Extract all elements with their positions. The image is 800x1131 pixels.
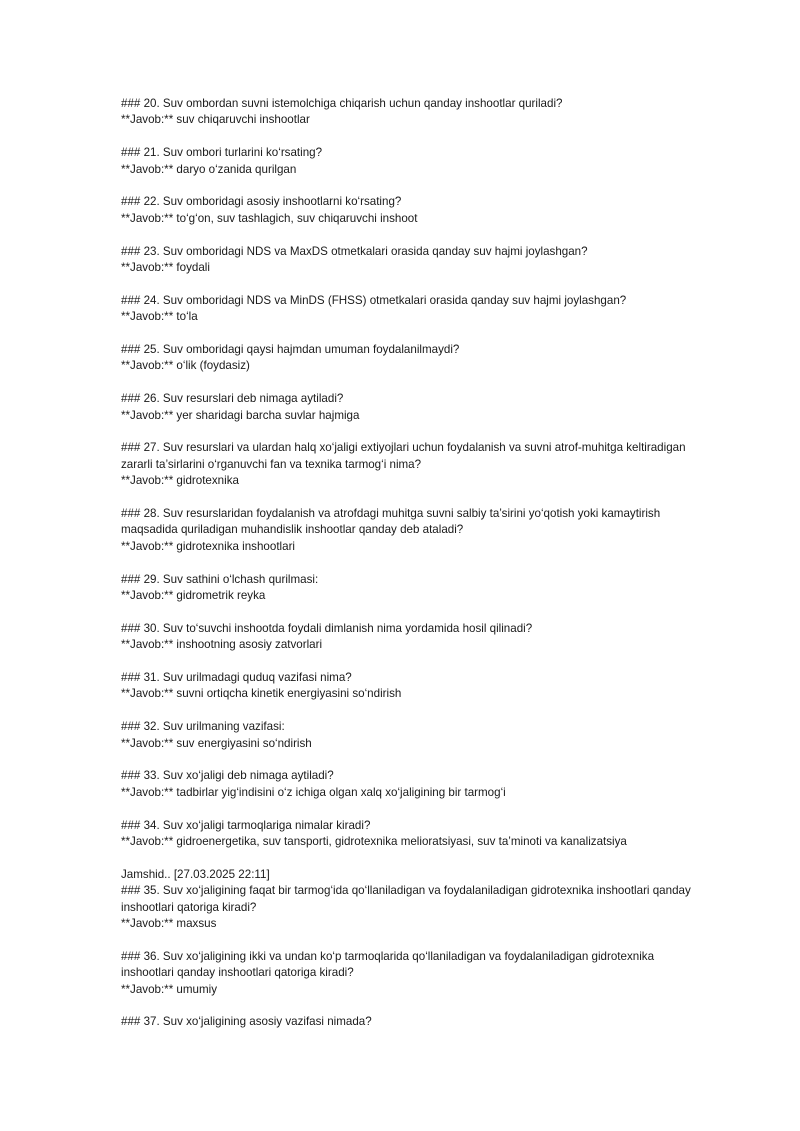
answer-text: **Javob:** umumiy <box>121 982 218 996</box>
question-text: ### 23. Suv omboridagi NDS va MaxDS otmetkalari orasida qanday suv hajmi joylashgan? <box>121 244 588 258</box>
question-text: ### 25. Suv omboridagi qaysi hajmdan umuman foydalanilmaydi? <box>121 343 460 357</box>
question-text: ### 28. Suv resurslaridan foydalanish va atrofdagi muhitga suvni salbiy ta’sirini yo‘qotish yoki kamaytirish maqsadida quriladigan muhandislik inshootlar qanday deb ataladi? <box>121 507 661 537</box>
answer-text: **Javob:** suvni ortiqcha kinetik energiyasini so‘ndirish <box>121 687 402 701</box>
question-text: ### 35. Suv xo‘jaligining faqat bir tarmog‘ida qo‘llaniladigan va foydalaniladigan gidrotexnika inshootlari qanday inshootlari qatoriga kiradi? <box>121 884 691 914</box>
question-text: ### 20. Suv ombordan suvni istemolchiga chiqarish uchun qanday inshootlar quriladi? <box>121 97 563 110</box>
qa-item-29 <box>121 572 691 605</box>
qa-item-26 <box>121 391 691 424</box>
qa-item-22 <box>121 194 691 227</box>
question-text: ### 37. Suv xo‘jaligining asosiy vazifasi nimada? <box>121 1015 372 1029</box>
qa-item-21 <box>121 145 691 178</box>
answer-text: **Javob:** to‘g‘on, suv tashlagich, suv chiqaruvchi inshoot <box>121 211 418 225</box>
qa-item-31 <box>121 670 691 703</box>
question-text: ### 26. Suv resurslari deb nimaga aytiladi? <box>121 392 344 406</box>
answer-text: **Javob:** gidrotexnika <box>121 474 239 488</box>
qa-item-37 <box>121 1014 691 1030</box>
qa-item-25 <box>121 342 691 375</box>
question-text: ### 34. Suv xo‘jaligi tarmoqlariga nimalar kiradi? <box>121 818 371 832</box>
qa-item-27 <box>121 440 691 489</box>
qa-item-28 <box>121 506 691 555</box>
answer-text: **Javob:** foydali <box>121 261 210 275</box>
qa-item-34 <box>121 818 691 851</box>
question-text: ### 21. Suv ombori turlarini ko‘rsating? <box>121 146 323 160</box>
question-text: ### 31. Suv urilmadagi quduq vazifasi nima? <box>121 671 352 685</box>
question-text: ### 32. Suv urilmaning vazifasi: <box>121 720 285 734</box>
answer-text: **Javob:** to‘la <box>121 310 198 324</box>
message-header: Jamshid.. [27.03.2025 22:11] <box>121 867 270 881</box>
qa-item-33 <box>121 768 691 801</box>
question-text: ### 24. Suv omboridagi NDS va MinDS (FHSS) otmetkalari orasida qanday suv hajmi joylashgan? <box>121 293 627 307</box>
answer-text: **Javob:** tadbirlar yig‘indisini o‘z ichiga olgan xalq xo‘jaligining bir tarmog‘i <box>121 785 506 799</box>
answer-text: **Javob:** gidrotexnika inshootlari <box>121 539 296 553</box>
answer-text: **Javob:** inshootning asosiy zatvorlari <box>121 638 323 652</box>
answer-text: **Javob:** maxsus <box>121 917 217 931</box>
answer-text: **Javob:** suv chiqaruvchi inshootlar <box>121 113 310 127</box>
answer-text: **Javob:** o‘lik (foydasiz) <box>121 359 250 373</box>
document-body <box>121 96 691 1047</box>
qa-item-36 <box>121 949 691 998</box>
qa-item-23 <box>121 244 691 277</box>
qa-item-20 <box>121 96 691 129</box>
qa-item-30 <box>121 621 691 654</box>
qa-item-35 <box>121 867 691 933</box>
answer-text: **Javob:** daryo o‘zanida qurilgan <box>121 162 297 176</box>
question-text: ### 22. Suv omboridagi asosiy inshootlarni ko‘rsating? <box>121 195 402 209</box>
question-text: ### 29. Suv sathini o‘lchash qurilmasi: <box>121 572 319 586</box>
answer-text: **Javob:** gidroenergetika, suv tansporti, gidrotexnika melioratsiyasi, suv ta’minoti va kanalizatsiya <box>121 835 627 849</box>
qa-item-24 <box>121 293 691 326</box>
answer-text: **Javob:** gidrometrik reyka <box>121 589 266 603</box>
question-text: ### 30. Suv to‘suvchi inshootda foydali dimlanish nima yordamida hosil qilinadi? <box>121 621 533 635</box>
answer-text: **Javob:** suv energiyasini so‘ndirish <box>121 736 312 750</box>
question-text: ### 33. Suv xo‘jaligi deb nimaga aytiladi? <box>121 769 334 783</box>
qa-item-32 <box>121 719 691 752</box>
question-text: ### 36. Suv xo‘jaligining ikki va undan ko‘p tarmoqlarida qo‘llaniladigan va foydalaniladigan gidrotexnika inshootlari qanday inshootlari qatoriga kiradi? <box>121 949 655 980</box>
answer-text: **Javob:** yer sharidagi barcha suvlar hajmiga <box>121 408 360 422</box>
question-text: ### 27. Suv resurslari va ulardan halq xo‘jaligi extiyojlari uchun foydalanish va suvni atrof-muhitga keltiradigan zararli ta’sirlarini o‘rganuvchi fan va texnika tarmog‘i nima? <box>121 441 686 471</box>
